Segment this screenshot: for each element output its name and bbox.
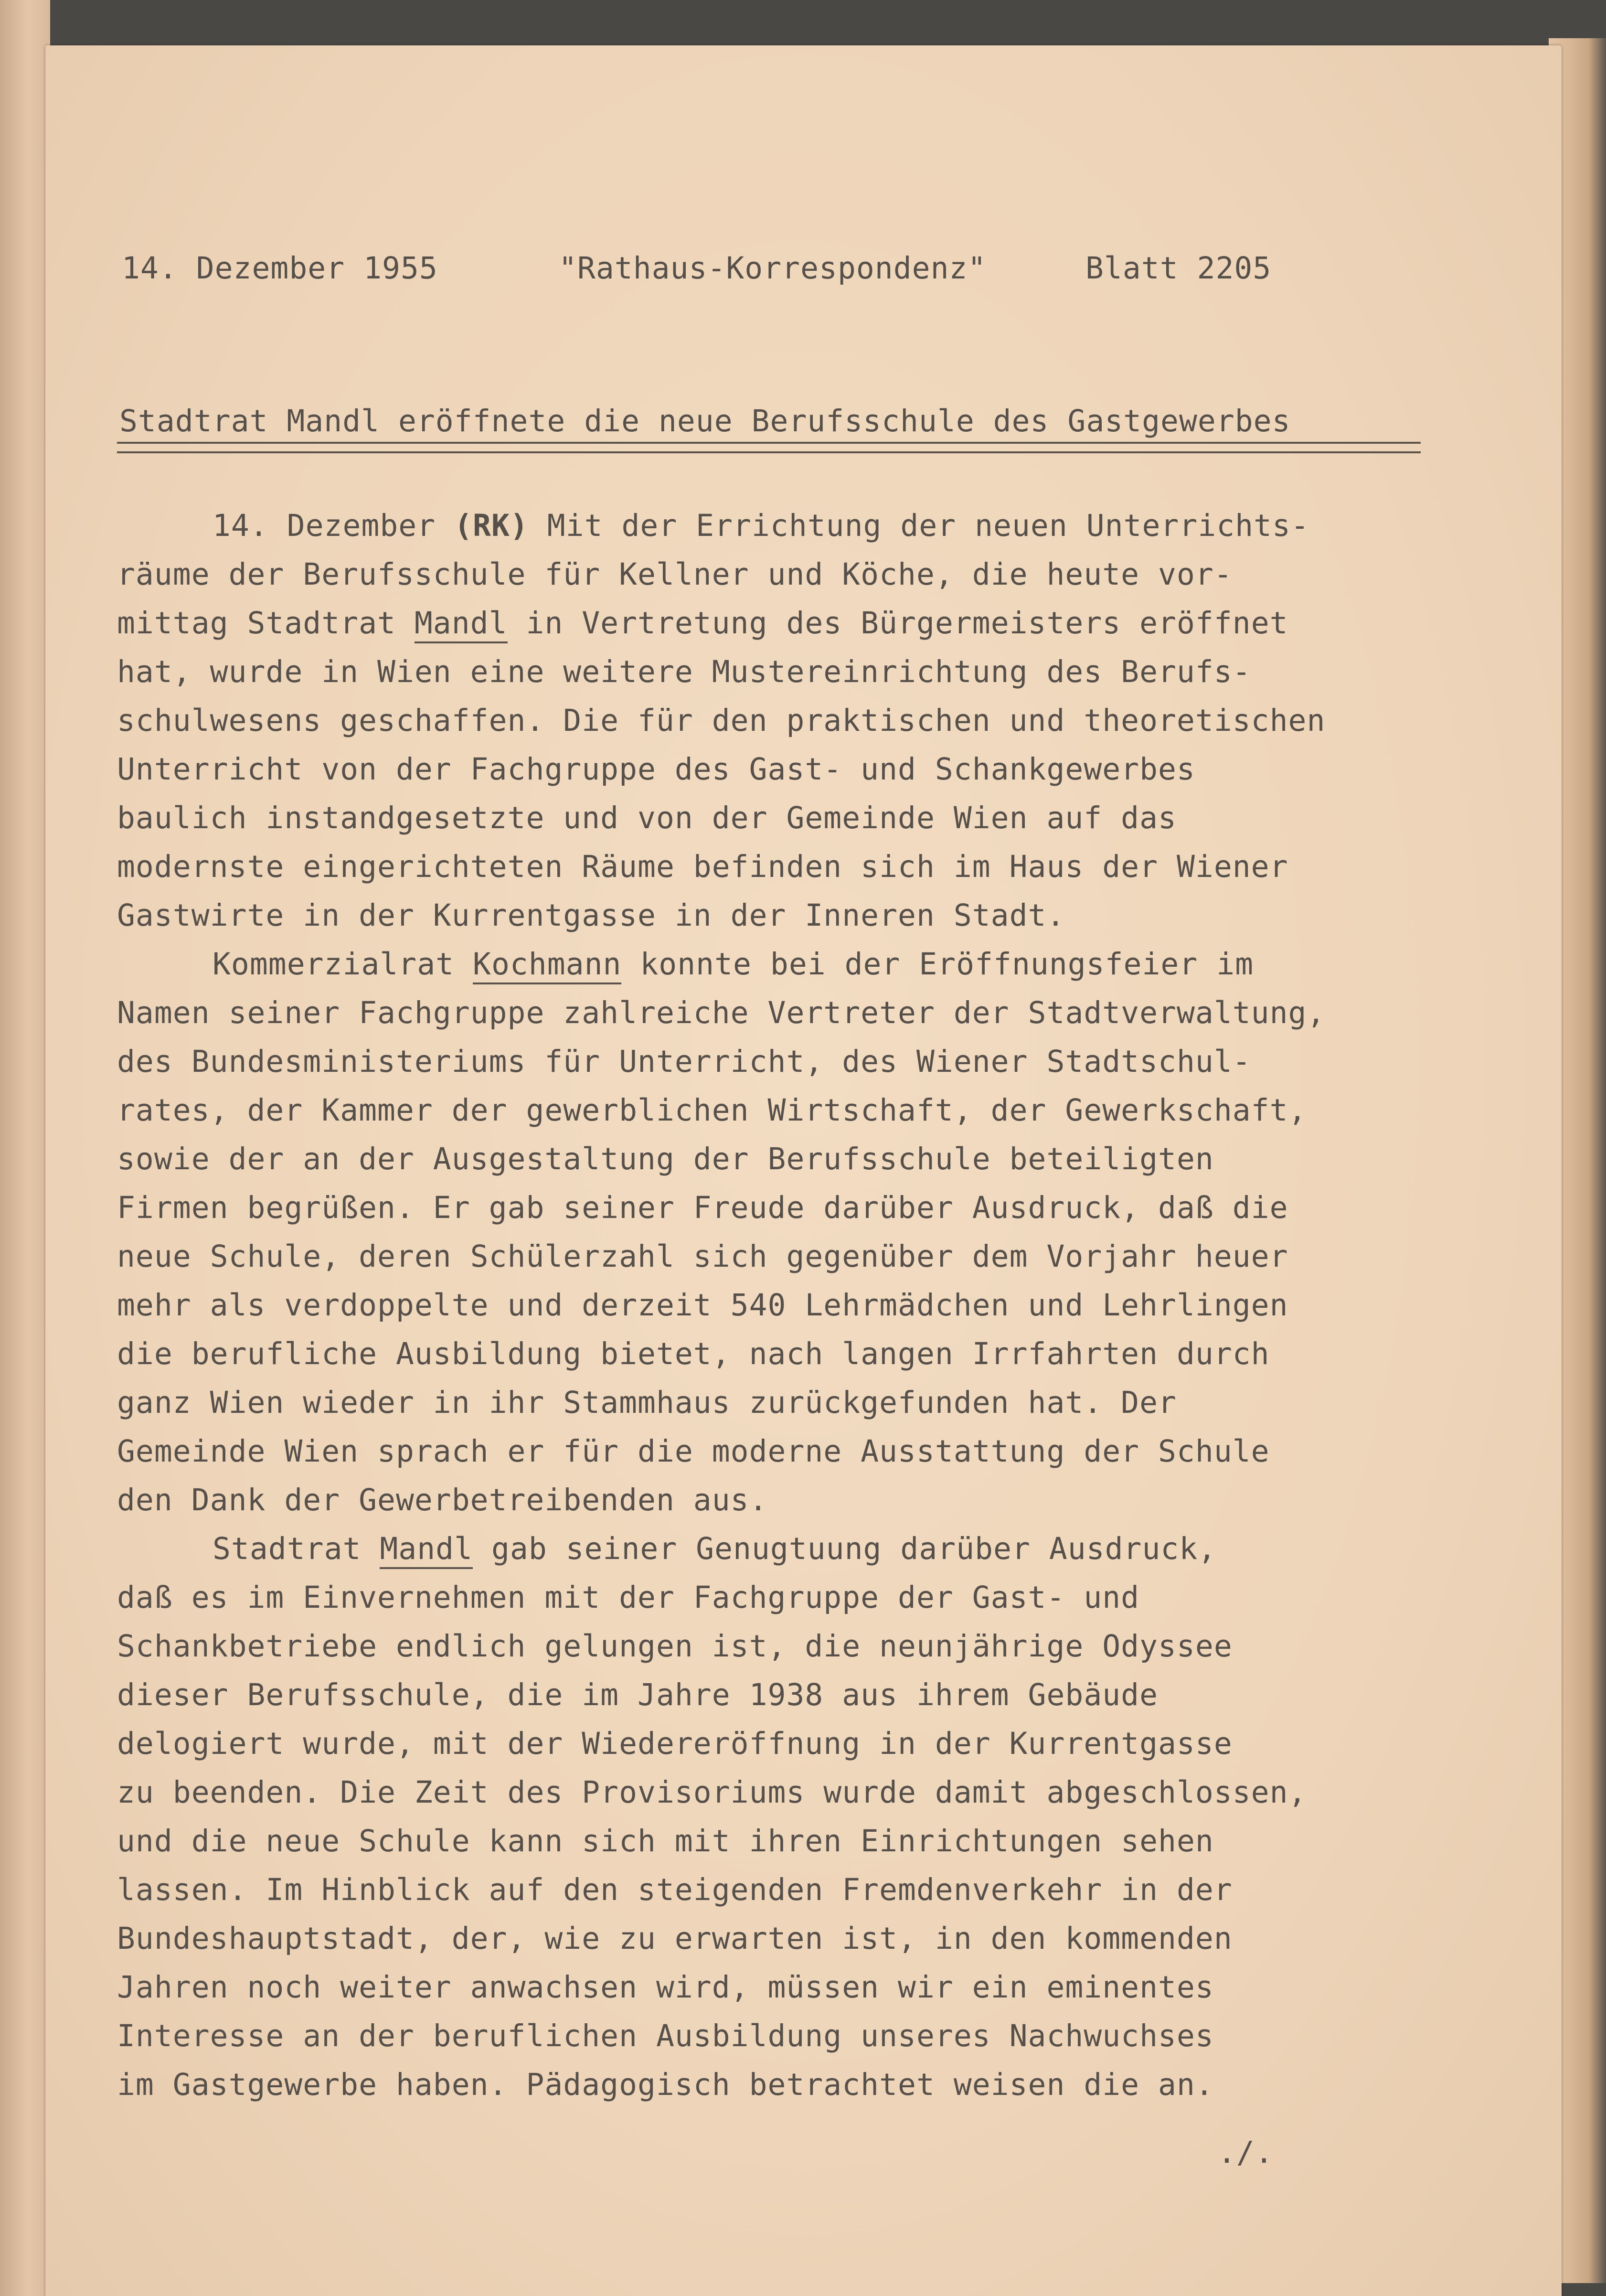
body-line: Gemeinde Wien sprach er für die moderne Ausstattung der Schule <box>117 1434 1270 1469</box>
body-line: sowie der an der Ausgestaltung der Berufsschule beteiligten <box>117 1142 1214 1176</box>
body-line: hat, wurde in Wien eine weitere Mustereinrichtung des Berufs- <box>117 654 1251 689</box>
body-line: 14. Dezember (RK) Mit der Errichtung der neuen Unterrichts- <box>213 508 1309 543</box>
body-line: mittag Stadtrat Mandl in Vertretung des Bürgermeisters eröffnet <box>117 599 1464 648</box>
body-line: modernste eingerichteten Räume befinden sich im Haus der Wiener <box>117 849 1288 884</box>
body-line: Bundeshauptstadt, der, wie zu erwarten ist, in den kommenden <box>117 1921 1233 1956</box>
underlined-name: Kochmann <box>473 947 621 984</box>
header-folio: Blatt 2205 <box>1085 251 1272 286</box>
headline-double-rule <box>117 442 1421 453</box>
body-line: baulich instandgesetzte und von der Gemeinde Wien auf das <box>117 801 1177 835</box>
paper-surface <box>45 45 1562 2296</box>
body-line: neue Schule, deren Schülerzahl sich gegenüber dem Vorjahr heuer <box>117 1239 1288 1274</box>
body-line: Kommerzialrat Kochmann konnte bei der Eröffnungsfeier im <box>117 940 1464 989</box>
body-line: Firmen begrüßen. Er gab seiner Freude darüber Ausdruck, daß die <box>117 1190 1288 1225</box>
body-line: den Dank der Gewerbetreibenden aus. <box>117 1483 768 1517</box>
article-body <box>117 502 1464 2109</box>
typewritten-page <box>45 45 1562 2296</box>
body-line: Interesse an der beruflichen Ausbildung unseres Nachwuchses <box>117 2018 1214 2053</box>
body-line: daß es im Einvernehmen mit der Fachgruppe der Gast- und <box>117 1580 1140 1615</box>
body-line: rates, der Kammer der gewerblichen Wirtschaft, der Gewerkschaft, <box>117 1093 1307 1128</box>
body-line: Jahren noch weiter anwachsen wird, müssen wir ein eminentes <box>117 1970 1214 2005</box>
previous-page-edge <box>0 0 50 2296</box>
body-line: dieser Berufsschule, die im Jahre 1938 aus ihrem Gebäude <box>117 1677 1159 1712</box>
body-line: schulwesens geschaffen. Die für den praktischen und theoretischen <box>117 703 1326 738</box>
body-line: Namen seiner Fachgruppe zahlreiche Vertreter der Stadtverwaltung, <box>117 995 1326 1030</box>
underlined-name: Mandl <box>415 606 508 643</box>
body-line: zu beenden. Die Zeit des Provisoriums wurde damit abgeschlossen, <box>117 1775 1307 1810</box>
body-line: ganz Wien wieder in ihr Stammhaus zurückgefunden hat. Der <box>117 1385 1177 1420</box>
agency-tag: (RK) <box>454 508 529 543</box>
body-line: Stadtrat Mandl gab seiner Genugtuung darüber Ausdruck, <box>117 1525 1464 1573</box>
body-line: und die neue Schule kann sich mit ihren Einrichtungen sehen <box>117 1824 1214 1858</box>
continuation-mark: ./. <box>1218 2135 1274 2170</box>
body-line: mehr als verdoppelte und derzeit 540 Lehrmädchen und Lehrlingen <box>117 1288 1288 1323</box>
body-line: des Bundesministeriums für Unterricht, des Wiener Stadtschul- <box>117 1044 1251 1079</box>
body-line: delogiert wurde, mit der Wiedereröffnung in der Kurrentgasse <box>117 1726 1233 1761</box>
header-source: "Rathaus-Korrespondenz" <box>559 251 987 286</box>
headline: Stadtrat Mandl eröffnete die neue Berufsschule des Gastgewerbes <box>119 404 1291 438</box>
body-line: Gastwirte in der Kurrentgasse in der Inneren Stadt. <box>117 898 1065 933</box>
body-line: Unterricht von der Fachgruppe des Gast- und Schankgewerbes <box>117 752 1195 787</box>
body-line: die berufliche Ausbildung bietet, nach langen Irrfahrten durch <box>117 1336 1270 1371</box>
body-line: im Gastgewerbe haben. Pädagogisch betrachtet weisen die an. <box>117 2067 1214 2102</box>
body-line: Schankbetriebe endlich gelungen ist, die neunjährige Odyssee <box>117 1629 1233 1664</box>
header-date: 14. Dezember 1955 <box>122 251 438 286</box>
body-line: lassen. Im Hinblick auf den steigenden Fremdenverkehr in der <box>117 1872 1233 1907</box>
body-line: räume der Berufsschule für Kellner und Köche, die heute vor- <box>117 557 1233 592</box>
underlined-name: Mandl <box>380 1531 473 1569</box>
